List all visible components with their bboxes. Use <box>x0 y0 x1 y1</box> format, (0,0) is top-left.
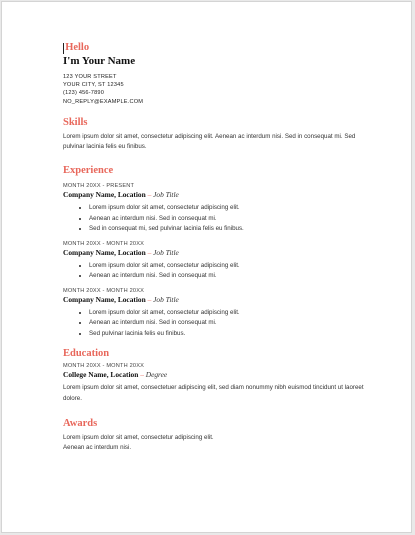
list-item: • Sed pulvinar lacinia felis eu finibus. <box>89 329 373 340</box>
skills-section <box>63 117 373 153</box>
contact-block <box>63 73 373 106</box>
job-role <box>63 190 373 200</box>
document-page <box>1 1 412 533</box>
job-dates: MONTH 20XX - PRESENT <box>63 183 135 190</box>
contact-city: YOUR CITY, ST 12345 <box>63 82 124 89</box>
list-item: • Lorem ipsum dolor sit amet, consectetur adipiscing elit. <box>89 261 373 272</box>
skills-heading: Skills <box>63 116 88 128</box>
job-entry <box>63 287 373 340</box>
name-heading: I'm Your Name <box>63 55 136 67</box>
list-item: • Lorem ipsum dolor sit amet, consectetur adipiscing elit. <box>89 203 373 214</box>
job-company: Company Name, Location <box>63 294 146 304</box>
job-separator: – <box>145 247 154 257</box>
greeting-text: Hello <box>65 42 90 53</box>
contact-email: NO_REPLY@EXAMPLE.COM <box>63 98 144 105</box>
awards-heading: Awards <box>63 418 98 429</box>
job-title: Job Title <box>153 247 179 257</box>
job-role <box>63 248 373 258</box>
list-item: • Aenean ac interdum nisi. Sed in consequat mi. <box>89 271 373 282</box>
greeting-heading[interactable] <box>63 42 373 54</box>
education-dates: MONTH 20XX - MONTH 20XX <box>63 363 145 370</box>
job-bullets <box>63 203 373 235</box>
awards-text <box>63 433 373 454</box>
job-title: Job Title <box>153 294 179 304</box>
job-company: Company Name, Location <box>63 190 146 200</box>
school-degree: Degree <box>145 370 168 380</box>
job-company: Company Name, Location <box>63 247 146 257</box>
awards-line: Aenean ac interdum nisi. <box>63 444 132 452</box>
awards-section <box>63 418 373 454</box>
education-section <box>63 348 373 404</box>
job-role <box>63 295 373 305</box>
education-heading: Education <box>63 348 110 360</box>
job-bullets <box>63 261 373 282</box>
awards-line: Lorem ipsum dolor sit amet, consectetur adipiscing elit. <box>63 434 214 441</box>
job-dates: MONTH 20XX - MONTH 20XX <box>63 240 145 247</box>
skills-text: Lorem ipsum dolor sit amet, consectetur adipiscing elit. Aenean ac interdum nisi. Sed in consequat mi. Sed pulvinar lacinia felis eu finibus. <box>63 132 356 151</box>
text-cursor <box>63 43 64 54</box>
contact-phone: (123) 456-7890 <box>63 90 105 97</box>
resume-content <box>63 39 373 454</box>
experience-heading: Experience <box>63 165 114 177</box>
job-dates: MONTH 20XX - MONTH 20XX <box>63 287 145 294</box>
school-separator: – <box>138 370 146 380</box>
list-item: • Aenean ac interdum nisi. Sed in consequat mi. <box>89 214 373 225</box>
job-separator: – <box>145 190 154 200</box>
education-school <box>63 370 373 380</box>
job-separator: – <box>145 294 154 304</box>
list-item: • Aenean ac interdum nisi. Sed in consequat mi. <box>89 318 373 329</box>
contact-street: 123 YOUR STREET <box>63 74 117 80</box>
list-item: • Lorem ipsum dolor sit amet, consectetur adipiscing elit. <box>89 308 373 319</box>
job-title: Job Title <box>153 190 179 200</box>
job-entry <box>63 182 373 235</box>
list-item: • Sed in consequat mi, sed pulvinar lacinia felis eu finibus. <box>89 224 373 235</box>
education-text: Lorem ipsum dolor sit amet, consectetuer adipiscing elit, sed diam nonummy nibh euismod tincidunt ut laoreet dolore. <box>63 384 364 402</box>
job-entry <box>63 240 373 282</box>
experience-section <box>63 165 373 339</box>
school-name: College Name, Location <box>63 370 139 380</box>
job-bullets <box>63 308 373 340</box>
